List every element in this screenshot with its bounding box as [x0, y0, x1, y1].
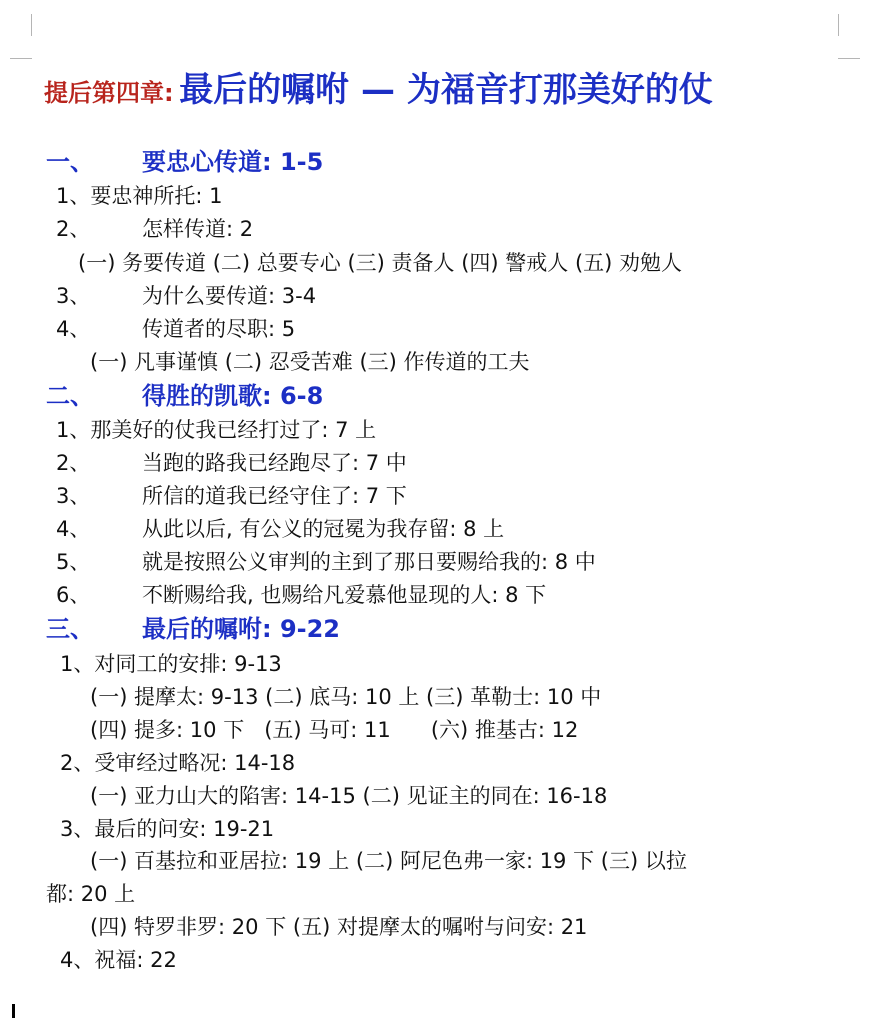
- title-main: 最后的嘱咐 — 为福音打那美好的仗: [179, 70, 713, 110]
- item-text: 受审经过略况: 14-18: [94, 751, 296, 775]
- item-text: 不断赐给我, 也赐给凡爱慕他显现的人: 8 下: [142, 583, 547, 607]
- outline-item: [56, 416, 376, 444]
- outline-subpoints-continued: 都: 20 上: [46, 882, 136, 906]
- item-index: 1、: [60, 652, 95, 676]
- item-index: 4、: [60, 948, 95, 972]
- outline-item: [56, 581, 546, 609]
- item-text: 为什么要传道: 3-4: [142, 284, 317, 308]
- item-index: 1、: [56, 418, 91, 442]
- item-text: 要忠神所托: 1: [90, 184, 223, 208]
- item-index: 3、: [60, 817, 95, 841]
- section-heading: [46, 381, 323, 411]
- section-heading: [46, 614, 340, 644]
- section-number: 三、: [46, 615, 94, 643]
- item-text: 对同工的安排: 9-13: [94, 652, 282, 676]
- section-number: 一、: [46, 148, 94, 176]
- item-text: 那美好的仗我已经打过了: 7 上: [90, 418, 377, 442]
- section-number: 二、: [46, 382, 94, 410]
- outline-subpoints: (一) 亚力山大的陷害: 14-15 (二) 见证主的同在: 16-18: [90, 784, 608, 808]
- item-index: 6、: [56, 583, 91, 607]
- outline-item: [56, 182, 223, 210]
- outline-subpoints: (一) 提摩太: 9-13 (二) 底马: 10 上 (三) 革勒士: 10 中: [90, 685, 602, 709]
- outline-item: [56, 449, 407, 477]
- outline-subpoints: (一) 百基拉和亚居拉: 19 上 (二) 阿尼色弗一家: 19 下 (三) 以拉: [90, 849, 687, 873]
- item-text: 所信的道我已经守住了: 7 下: [142, 484, 407, 508]
- item-index: 2、: [56, 451, 91, 475]
- outline-subpoints: (四) 提多: 10 下 (五) 马可: 11 (六) 推基古: 12: [90, 718, 579, 742]
- title-prefix: 提后第四章:: [44, 79, 174, 107]
- item-index: 4、: [56, 517, 91, 541]
- item-text: 就是按照公义审判的主到了那日要赐给我的: 8 中: [142, 550, 596, 574]
- item-index: 5、: [56, 550, 91, 574]
- page-title: [44, 62, 713, 111]
- item-index: 4、: [56, 317, 91, 341]
- section-title: 最后的嘱咐: 9-22: [142, 615, 341, 643]
- item-text: 从此以后, 有公义的冠冕为我存留: 8 上: [142, 517, 505, 541]
- outline-item: [60, 815, 274, 843]
- outline-item: [56, 548, 596, 576]
- section-title: 要忠心传道: 1-5: [142, 148, 324, 176]
- section-title: 得胜的凯歌: 6-8: [142, 382, 324, 410]
- item-index: 3、: [56, 484, 91, 508]
- item-text: 怎样传道: 2: [142, 217, 254, 241]
- item-index: 2、: [56, 217, 91, 241]
- outline-subpoints: (四) 特罗非罗: 20 下 (五) 对提摩太的嘱咐与问安: 21: [90, 915, 588, 939]
- item-text: 祝福: 22: [94, 948, 177, 972]
- outline-item: [56, 515, 504, 543]
- outline-item: [56, 282, 316, 310]
- item-index: 2、: [60, 751, 95, 775]
- item-text: 最后的问安: 19-21: [94, 817, 275, 841]
- item-index: 3、: [56, 284, 91, 308]
- page-corner-mark-right: [838, 36, 860, 59]
- outline-item: [60, 650, 282, 678]
- outline-subpoints: (一) 凡事谨慎 (二) 忍受苦难 (三) 作传道的工夫: [90, 350, 530, 374]
- outline-item: [56, 482, 407, 510]
- page-corner-mark-left: [10, 36, 32, 59]
- outline-item: [56, 215, 253, 243]
- outline-item: [56, 315, 295, 343]
- outline-item: [60, 946, 177, 974]
- item-text: 传道者的尽职: 5: [142, 317, 296, 341]
- text-cursor: [12, 1004, 15, 1018]
- section-heading: [46, 147, 323, 177]
- outline-item: [60, 749, 295, 777]
- item-text: 当跑的路我已经跑尽了: 7 中: [142, 451, 407, 475]
- item-index: 1、: [56, 184, 91, 208]
- outline-subpoints: (一) 务要传道 (二) 总要专心 (三) 责备人 (四) 警戒人 (五) 劝勉人: [78, 251, 683, 275]
